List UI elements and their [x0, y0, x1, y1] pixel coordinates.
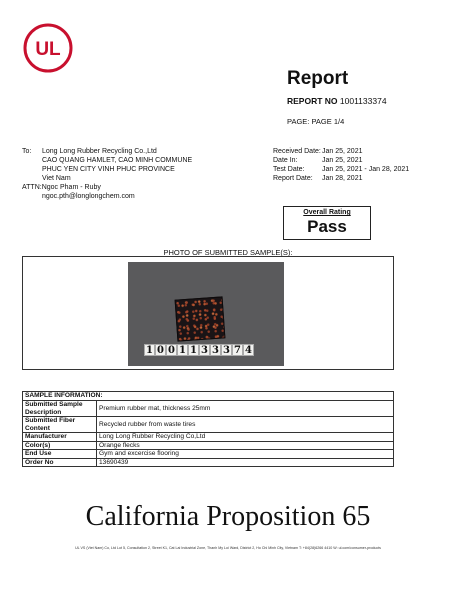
table-row [23, 401, 394, 417]
ul-logo-icon [22, 22, 74, 74]
rubber-sample [175, 296, 226, 341]
number-tag: 3 [199, 344, 210, 356]
number-tag: 1 [177, 344, 188, 356]
to-label: To: [22, 148, 32, 155]
table-row [23, 441, 394, 450]
date-row [273, 174, 409, 183]
date-value: Jan 28, 2021 [322, 175, 363, 182]
date-label: Test Date: [273, 166, 305, 173]
date-label: Report Date: [273, 175, 313, 182]
footer-address: UL VS (Viet Nam) Co, Ltd Lot 5, Consultation 2, Street K1, Cat Lai Industrial Zone, Thanh My Loi Ward, District 2, Ho Chi Minh City, Vietnam T: +84(28)6266 4410 W: ul.com/consumer-products [75, 546, 381, 550]
recipient-email: ngoc.pth@longlongchem.com [42, 193, 135, 200]
address-line: CAO QUANG HAMLET, CAO MINH COMMUNE [42, 157, 193, 164]
number-tag: 7 [232, 344, 243, 356]
photo-caption: PHOTO OF SUBMITTED SAMPLE(S): [163, 248, 293, 257]
table-row [23, 450, 394, 459]
date-row [273, 156, 409, 165]
date-row [273, 147, 409, 156]
overall-rating-label: Overall Rating [303, 209, 351, 216]
info-value: Recycled rubber from waste tires [97, 417, 394, 433]
dates-block [273, 147, 409, 183]
address-line: Viet Nam [42, 175, 71, 182]
attention-line: ATTN:Ngoc Pham - Ruby [22, 184, 101, 191]
table-header-row [23, 392, 394, 401]
number-tag: 4 [243, 344, 254, 356]
info-value: Gym and excercise flooring [97, 450, 394, 459]
sample-info-heading: SAMPLE INFORMATION: [23, 392, 394, 401]
number-tag: 0 [155, 344, 166, 356]
ul-logo-text: UL [35, 39, 61, 60]
report-title: Report [287, 68, 349, 89]
date-value: Jan 25, 2021 - Jan 28, 2021 [322, 166, 410, 173]
sample-info-table [22, 391, 394, 467]
number-tag: 3 [210, 344, 221, 356]
table-row [23, 433, 394, 442]
info-key: Manufacturer [23, 433, 97, 442]
number-tag: 1 [144, 344, 155, 356]
address-line: Long Long Rubber Recycling Co.,Ltd [42, 148, 157, 155]
page-number: PAGE: PAGE 1/4 [287, 117, 345, 126]
date-value: Jan 25, 2021 [322, 148, 363, 155]
date-label: Received Date: [273, 148, 321, 155]
report-number-value: 1001133374 [339, 96, 387, 106]
info-value: Premium rubber mat, thickness 25mm [97, 401, 394, 417]
sample-number-tags [144, 344, 254, 356]
report-number [287, 96, 387, 106]
info-value: Long Long Rubber Recycling Co,Ltd [97, 433, 394, 442]
table-row [23, 417, 394, 433]
info-value: 13690439 [97, 458, 394, 467]
overall-rating-value: Pass [307, 217, 347, 236]
sample-photo [128, 262, 284, 366]
number-tag: 0 [166, 344, 177, 356]
table-row [23, 458, 394, 467]
date-label: Date In: [273, 157, 298, 164]
info-key: Color(s) [23, 441, 97, 450]
ul-logo [22, 22, 74, 74]
info-key: End Use [23, 450, 97, 459]
report-number-label: REPORT NO [287, 96, 338, 106]
recipient-address [42, 147, 192, 183]
prop65-banner: California Proposition 65 [85, 501, 371, 532]
date-row [273, 165, 409, 174]
number-tag: 1 [188, 344, 199, 356]
address-line: PHUC YEN CITY VINH PHUC PROVINCE [42, 166, 175, 173]
info-key: Submitted Fiber Content [23, 417, 97, 433]
number-tag: 3 [221, 344, 232, 356]
overall-rating-box [283, 206, 371, 240]
date-value: Jan 25, 2021 [322, 157, 363, 164]
info-key: Submitted Sample Description [23, 401, 97, 417]
info-key: Order No [23, 458, 97, 467]
info-value: Orange flecks [97, 441, 394, 450]
